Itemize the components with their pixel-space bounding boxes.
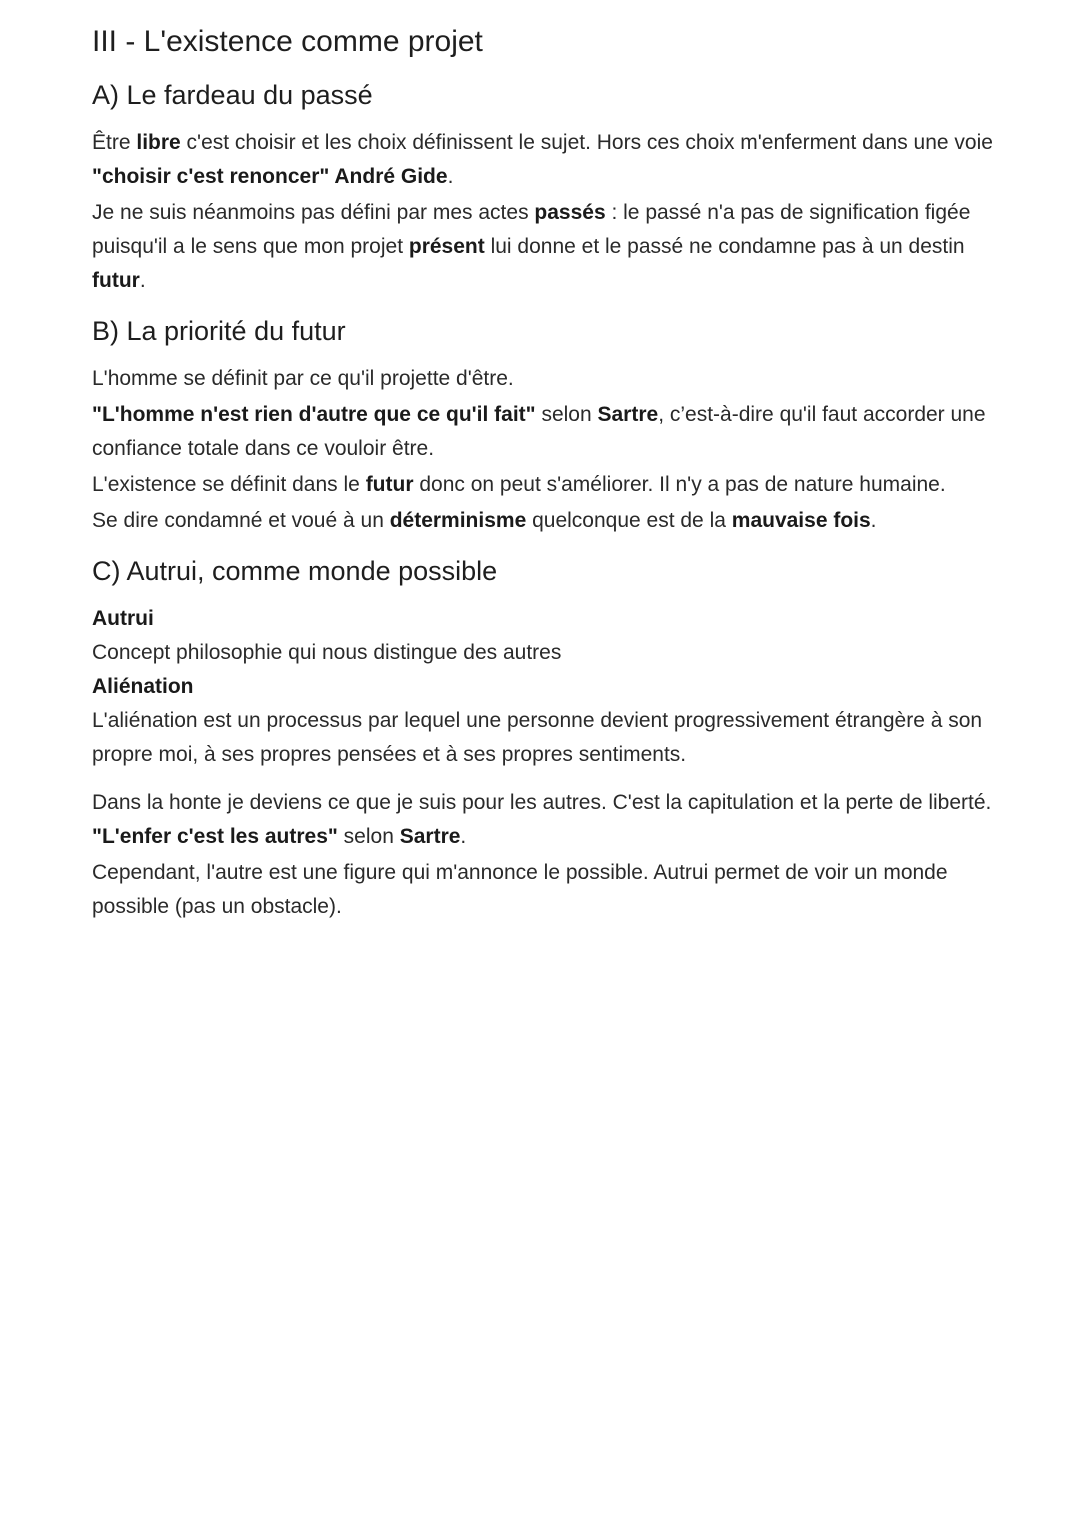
section-a-body xyxy=(92,126,1020,298)
section-b-paragraph-1: L'homme se définit par ce qu'il projette d'être. xyxy=(92,367,514,390)
section-c-body xyxy=(92,602,1020,924)
definition-term-alienation: Aliénation xyxy=(92,675,194,698)
section-c-heading: C) Autrui, comme monde possible xyxy=(92,556,498,586)
section-b-paragraph-2: "L'homme n'est rien d'autre que ce qu'il fait" selon Sartre, c’est-à-dire qu'il faut accorder une confiance totale dans ce vouloir être. xyxy=(92,403,986,460)
definition-text-alienation: L'aliénation est un processus par lequel une personne devient progressivement étrangère à son propre moi, à ses propres pensées et à ses propres sentiments. xyxy=(92,709,983,766)
section-a-heading: A) Le fardeau du passé xyxy=(92,80,373,110)
page-title: III - L'existence comme projet xyxy=(92,25,483,58)
section-b-paragraph-4: Se dire condamné et voué à un déterminisme quelconque est de la mauvaise fois. xyxy=(92,509,877,532)
section-b-heading: B) La priorité du futur xyxy=(92,316,346,346)
section-c-paragraph-1: Dans la honte je deviens ce que je suis pour les autres. C'est la capitulation et la perte de liberté. "L'enfer c'est les autres" selon Sartre. xyxy=(92,791,992,848)
section-b-paragraph-3: L'existence se définit dans le futur donc on peut s'améliorer. Il n'y a pas de nature humaine. xyxy=(92,473,946,496)
definition-term-autrui: Autrui xyxy=(92,607,154,630)
section-c-paragraph-2: Cependant, l'autre est une figure qui m'annonce le possible. Autrui permet de voir un monde possible (pas un obstacle). xyxy=(92,861,948,918)
section-b-body xyxy=(92,362,1020,538)
definition-text-autrui: Concept philosophie qui nous distingue des autres xyxy=(92,641,562,664)
section-a-paragraph-1: Être libre c'est choisir et les choix définissent le sujet. Hors ces choix m'enferment dans une voie "choisir c'est renoncer" André Gide. xyxy=(92,131,993,188)
section-a-paragraph-2: Je ne suis néanmoins pas défini par mes actes passés : le passé n'a pas de signification figée puisqu'il a le sens que mon projet présent lui donne et le passé ne condamne pas à un destin futur. xyxy=(92,201,971,292)
